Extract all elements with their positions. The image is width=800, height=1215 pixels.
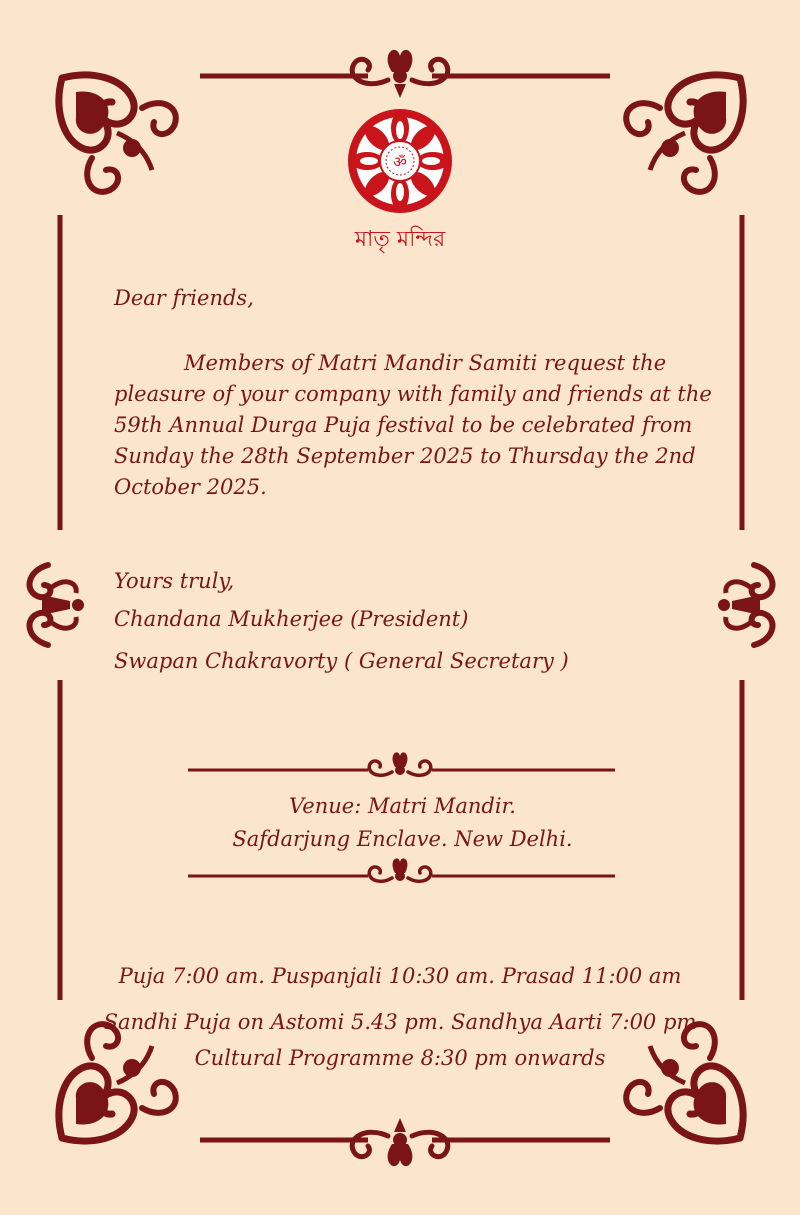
- closing: Yours truly,: [114, 569, 235, 593]
- corner-ornament-bottom-left-icon: [59, 1024, 176, 1141]
- invitation-body: [114, 348, 714, 503]
- corner-ornament-top-right-icon: [626, 75, 743, 192]
- schedule-line-3: Cultural Programme 8:30 pm onwards: [194, 1046, 606, 1070]
- signatory-secretary: Swapan Chakravorty ( General Secretary ): [114, 649, 569, 673]
- left-side-ornament-icon: [30, 565, 84, 645]
- greeting: Dear friends,: [114, 286, 254, 310]
- svg-text:ॐ: ॐ: [393, 153, 407, 171]
- venue-line-1: Venue: Matri Mandir.: [289, 794, 516, 818]
- schedule-line-1: Puja 7:00 am. Puspanjali 10:30 am. Prasad 11:00 am: [118, 964, 682, 988]
- signatory-president: Chandana Mukherjee (President): [114, 607, 469, 631]
- logo-bengali-name: মাতৃ মন্দির: [354, 227, 446, 252]
- corner-ornament-bottom-right-icon: [626, 1024, 743, 1141]
- corner-ornament-top-left-icon: [59, 75, 176, 192]
- venue-divider-top: [188, 752, 615, 775]
- right-side-ornament-icon: [718, 565, 772, 645]
- venue-line-2: Safdarjung Enclave. New Delhi.: [232, 827, 573, 851]
- schedule-line-2: Sandhi Puja on Astomi 5.43 pm. Sandhya Aarti 7:00 pm: [103, 1010, 697, 1034]
- venue-divider-bottom: [188, 858, 615, 881]
- invitation-body-text: Members of Matri Mandir Samiti request the pleasure of your company with family and friends at the 59th Annual Durga Puja festival to be celebrated from Sunday the 28th September 2025 to Thursday the 2nd October 2025.: [114, 351, 712, 499]
- lotus-emblem-icon: [347, 108, 453, 214]
